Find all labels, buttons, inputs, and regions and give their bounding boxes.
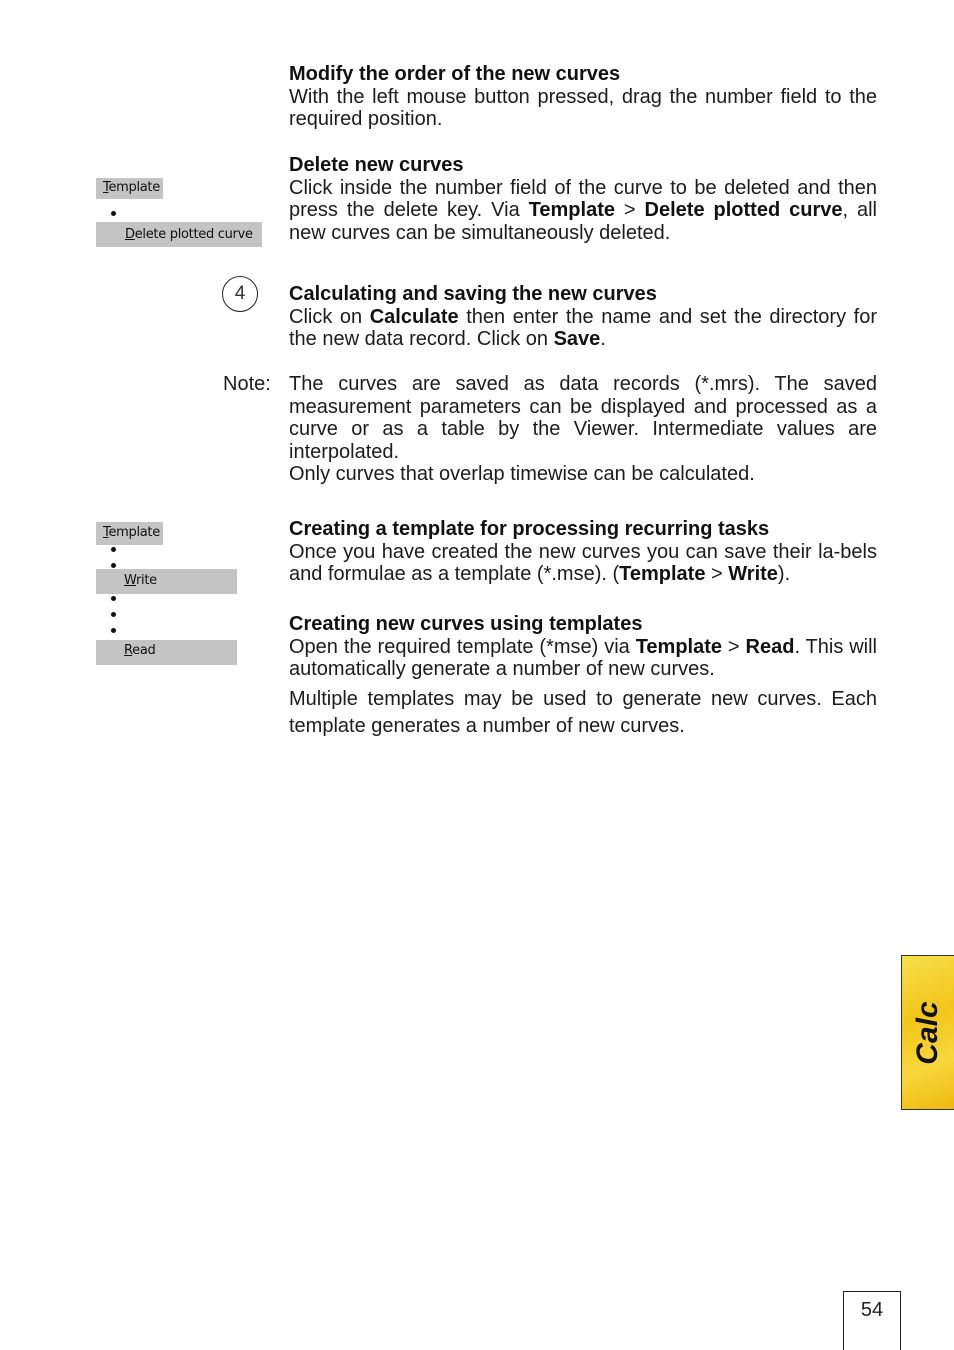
menu-mnemonic: T — [103, 180, 109, 195]
step-number-badge: 4 — [222, 276, 258, 312]
menu-separator-dot — [111, 547, 116, 552]
menu-mnemonic: W — [124, 573, 136, 588]
menu-mnemonic: T — [103, 525, 109, 540]
section-curves-from-templates — [289, 613, 877, 740]
section-heading: Creating new curves using templates — [289, 613, 643, 635]
section-body: Click inside the number field of the curve to be deleted and then press the delete key. Via Template > Delete plotted curve, all new curves can be simultaneously deleted. — [289, 176, 877, 244]
section-body: Click on Calculate then enter the name and set the directory for the new data record. Click on Save. — [289, 305, 877, 350]
chapter-tab — [901, 955, 954, 1110]
menu-separator-dot — [111, 628, 116, 633]
section-heading: Modify the order of the new curves — [289, 63, 621, 85]
menu-mnemonic: D — [125, 227, 135, 242]
section-heading: Delete new curves — [289, 154, 464, 176]
section-modify-order — [289, 63, 877, 131]
menu-item-template[interactable] — [96, 178, 163, 199]
section-note — [289, 373, 877, 486]
section-creating-template — [289, 518, 877, 586]
section-body: With the left mouse button pressed, drag the number field to the required position. — [289, 85, 877, 130]
menu-separator-dot — [111, 612, 116, 617]
menu-item-read[interactable] — [96, 640, 237, 665]
section-heading: Creating a template for processing recurring tasks — [289, 518, 770, 540]
section-body: Once you have created the new curves you can save their la-bels and formulae as a template (*.mse). (Template > Write). — [289, 540, 877, 585]
menu-label: rite — [135, 573, 157, 588]
menu-label: emplate — [108, 180, 160, 195]
page-number: 54 — [843, 1291, 901, 1350]
menu-mnemonic: R — [124, 643, 133, 658]
menu-separator-dot — [111, 563, 116, 568]
menu-item-template[interactable] — [96, 522, 163, 545]
section-heading: Calculating and saving the new curves — [289, 283, 657, 305]
section-body-2: Multiple templates may be used to generate new curves. Each template generates a number of new curves. — [289, 687, 877, 737]
note-label: Note: — [223, 373, 271, 395]
section-calculating-saving — [289, 283, 877, 351]
menu-item-delete-plotted-curve[interactable] — [96, 222, 262, 247]
menu-label: ead — [132, 643, 156, 658]
menu-separator-dot — [111, 596, 116, 601]
section-body: Open the required template (*mse) via Template > Read. This will automatically generate a number of new curves. — [289, 635, 877, 680]
chapter-tab-label: Calc — [911, 1000, 944, 1065]
menu-separator-dot — [111, 211, 116, 216]
menu-label: emplate — [108, 525, 160, 540]
menu-label: elete plotted curve — [134, 227, 253, 242]
menu-item-write[interactable] — [96, 569, 237, 594]
note-body-2: Only curves that overlap timewise can be calculated. — [289, 463, 755, 485]
note-body: The curves are saved as data records (*.mrs). The saved measurement parameters can be displayed and processed as a curve or as a table by the Viewer. Intermediate values are interpolated. — [289, 373, 877, 463]
section-delete-curves — [289, 154, 877, 244]
